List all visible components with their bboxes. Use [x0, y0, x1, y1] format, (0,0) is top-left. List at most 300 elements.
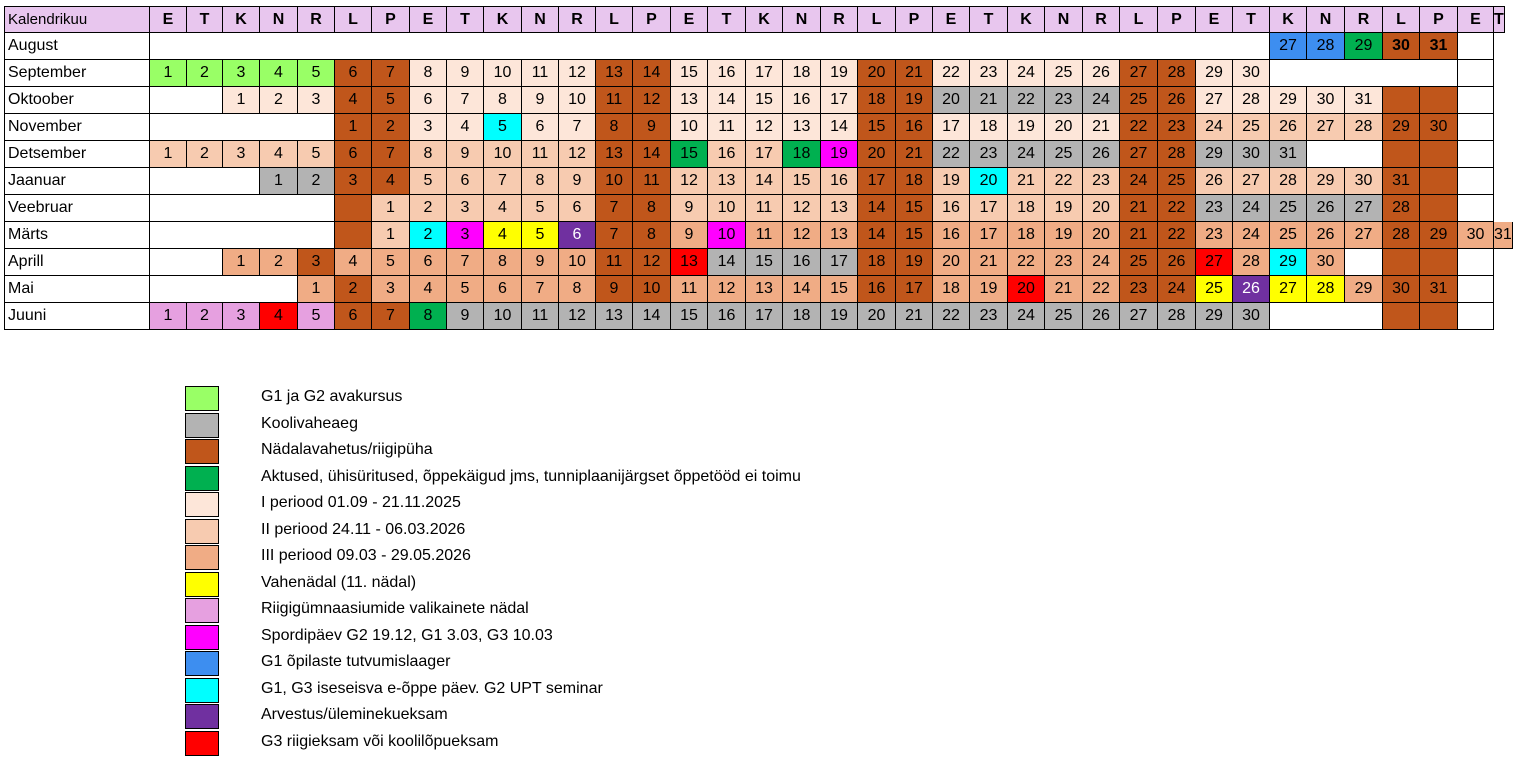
legend-label: I periood 01.09 - 21.11.2025	[261, 494, 461, 511]
day-cell: 5	[372, 249, 410, 276]
day-cell: 16	[933, 222, 970, 249]
day-cell: 8	[633, 195, 671, 222]
blank-lead	[150, 33, 1270, 60]
legend-item	[185, 439, 1085, 465]
day-cell: 27	[1270, 276, 1307, 303]
day-cell: 9	[671, 222, 708, 249]
weekday-12: L	[596, 6, 633, 33]
weekday-30: K	[1270, 6, 1307, 33]
day-cell: 7	[372, 303, 410, 330]
legend-label: G3 riigieksam või koolilõpueksam	[261, 732, 499, 750]
weekday-1: T	[187, 6, 223, 33]
day-cell: 8	[596, 114, 633, 141]
day-cell: 13	[671, 87, 708, 114]
day-cell: 18	[970, 114, 1008, 141]
day-cell: 30	[1233, 60, 1270, 87]
weekday-11: R	[559, 6, 596, 33]
legend-swatch	[185, 545, 219, 570]
day-cell: 23	[1196, 222, 1233, 249]
blank-lead	[150, 249, 223, 276]
day-cell: 17	[746, 303, 783, 330]
day-cell: 29	[1345, 276, 1383, 303]
weekday-34: P	[1420, 6, 1458, 33]
day-cell: 20	[1083, 195, 1120, 222]
day-cell: 17	[970, 222, 1008, 249]
legend-label: II periood 24.11 - 06.03.2026	[261, 520, 466, 538]
legend-item	[185, 704, 1085, 730]
day-cell: 23	[1158, 114, 1196, 141]
day-cell: 31	[1383, 168, 1420, 195]
day-cell: 19	[1045, 195, 1083, 222]
blank-end	[1458, 141, 1494, 168]
blank-tail	[1345, 249, 1383, 276]
day-cell: 16	[858, 276, 896, 303]
day-cell: 15	[746, 249, 783, 276]
weekend-cell	[1383, 303, 1420, 330]
day-cell: 14	[746, 168, 783, 195]
day-cell: 5	[410, 168, 447, 195]
day-cell: 26	[1270, 114, 1307, 141]
legend-label: Nädalavahetus/riigipüha	[261, 441, 433, 458]
day-cell: 27	[1120, 60, 1158, 87]
weekday-32: R	[1345, 6, 1383, 33]
day-cell: 27	[1345, 195, 1383, 222]
day-cell: 9	[447, 303, 484, 330]
day-cell: 13	[746, 276, 783, 303]
legend-swatch	[185, 678, 219, 703]
day-cell: 1	[223, 87, 260, 114]
day-cell: 21	[896, 60, 933, 87]
day-cell: 7	[522, 276, 559, 303]
day-cell: 23	[1045, 87, 1083, 114]
day-cell: 12	[633, 87, 671, 114]
day-cell: 22	[1083, 276, 1120, 303]
day-cell: 20	[858, 141, 896, 168]
day-cell: 16	[783, 249, 821, 276]
month-row-juuni	[4, 303, 1494, 330]
day-cell: 2	[187, 303, 223, 330]
day-cell: 3	[372, 276, 410, 303]
month-row-september	[4, 60, 1494, 87]
day-cell: 30	[1345, 168, 1383, 195]
weekday-36: T	[1494, 6, 1505, 33]
day-cell: 18	[1008, 195, 1045, 222]
day-cell: 1	[335, 114, 372, 141]
day-cell: 30	[1383, 33, 1420, 60]
weekday-3: N	[260, 6, 298, 33]
day-cell: 26	[1083, 141, 1120, 168]
weekend-cell	[335, 222, 372, 249]
day-cell: 6	[335, 60, 372, 87]
day-cell: 21	[896, 303, 933, 330]
blank-end	[1458, 195, 1494, 222]
day-cell: 10	[596, 168, 633, 195]
weekday-18: R	[821, 6, 858, 33]
day-cell: 27	[1307, 114, 1345, 141]
weekday-16: K	[746, 6, 783, 33]
header-label: Kalendrikuu	[4, 6, 150, 33]
day-cell: 29	[1196, 303, 1233, 330]
weekend-cell	[1383, 141, 1420, 168]
day-cell: 9	[596, 276, 633, 303]
month-row-aprill	[4, 249, 1494, 276]
day-cell: 25	[1233, 114, 1270, 141]
day-cell: 8	[410, 141, 447, 168]
blank-end	[1458, 249, 1494, 276]
day-cell: 23	[970, 303, 1008, 330]
day-cell: 6	[559, 222, 596, 249]
day-cell: 9	[522, 249, 559, 276]
weekend-cell	[1420, 303, 1458, 330]
day-cell: 1	[372, 195, 410, 222]
day-cell: 9	[447, 60, 484, 87]
legend-label: Riigigümnaasiumide valikainete nädal	[261, 600, 529, 617]
day-cell: 21	[970, 249, 1008, 276]
day-cell: 12	[708, 276, 746, 303]
day-cell: 10	[484, 303, 522, 330]
weekday-29: T	[1233, 6, 1270, 33]
day-cell: 31	[1420, 276, 1458, 303]
day-cell: 22	[933, 303, 970, 330]
month-label: August	[4, 33, 150, 60]
day-cell: 20	[1083, 222, 1120, 249]
day-cell: 25	[1158, 168, 1196, 195]
month-row-märts	[4, 222, 1512, 249]
day-cell: 14	[708, 87, 746, 114]
day-cell: 27	[1345, 222, 1383, 249]
legend-swatch	[185, 572, 219, 597]
day-cell: 15	[896, 195, 933, 222]
day-cell: 22	[1008, 249, 1045, 276]
day-cell: 17	[858, 168, 896, 195]
month-label: Oktoober	[4, 87, 150, 114]
day-cell: 14	[821, 114, 858, 141]
day-cell: 19	[933, 168, 970, 195]
blank-lead	[150, 222, 335, 249]
day-cell: 4	[484, 195, 522, 222]
day-cell: 14	[858, 222, 896, 249]
day-cell: 30	[1233, 141, 1270, 168]
weekday-13: P	[633, 6, 671, 33]
month-label: Jaanuar	[4, 168, 150, 195]
day-cell: 9	[633, 114, 671, 141]
weekday-10: N	[522, 6, 559, 33]
day-cell: 6	[410, 87, 447, 114]
day-cell: 29	[1196, 60, 1233, 87]
weekday-17: N	[783, 6, 821, 33]
day-cell: 23	[970, 141, 1008, 168]
day-cell: 26	[1083, 303, 1120, 330]
month-label: Detsember	[4, 141, 150, 168]
day-cell: 2	[298, 168, 335, 195]
day-cell: 30	[1458, 222, 1494, 249]
day-cell: 3	[335, 168, 372, 195]
day-cell: 4	[484, 222, 522, 249]
day-cell: 18	[783, 141, 821, 168]
day-cell: 5	[522, 222, 559, 249]
legend-label: Vahenädal (11. nädal)	[261, 573, 417, 591]
day-cell: 16	[821, 168, 858, 195]
month-row-november	[4, 114, 1494, 141]
blank-end	[1458, 60, 1494, 87]
weekday-6: P	[372, 6, 410, 33]
day-cell: 10	[559, 249, 596, 276]
day-cell: 1	[260, 168, 298, 195]
day-cell: 12	[633, 249, 671, 276]
legend-item	[185, 625, 1085, 651]
month-label: Märts	[4, 222, 150, 249]
day-cell: 4	[335, 249, 372, 276]
day-cell: 30	[1233, 303, 1270, 330]
weekday-0: E	[150, 6, 187, 33]
weekday-22: T	[970, 6, 1008, 33]
day-cell: 28	[1158, 60, 1196, 87]
day-cell: 11	[522, 141, 559, 168]
month-label: Mai	[4, 276, 150, 303]
day-cell: 20	[858, 303, 896, 330]
legend-swatch	[185, 731, 219, 756]
legend-swatch	[185, 519, 219, 544]
day-cell: 3	[447, 195, 484, 222]
day-cell: 23	[1083, 168, 1120, 195]
legend-item	[185, 492, 1085, 518]
month-row-detsember	[4, 141, 1494, 168]
day-cell: 28	[1307, 33, 1345, 60]
day-cell: 27	[1196, 87, 1233, 114]
day-cell: 1	[150, 141, 187, 168]
blank-tail	[1270, 60, 1458, 87]
weekday-26: L	[1120, 6, 1158, 33]
day-cell: 30	[1383, 276, 1420, 303]
legend-item	[185, 678, 1085, 704]
blank-lead	[150, 87, 223, 114]
day-cell: 2	[372, 114, 410, 141]
day-cell: 2	[260, 249, 298, 276]
day-cell: 24	[1120, 168, 1158, 195]
day-cell: 29	[1196, 141, 1233, 168]
day-cell: 19	[1045, 222, 1083, 249]
day-cell: 22	[1008, 87, 1045, 114]
day-cell: 25	[1120, 87, 1158, 114]
day-cell: 1	[372, 222, 410, 249]
day-cell: 29	[1307, 168, 1345, 195]
legend-item	[185, 386, 1085, 412]
day-cell: 1	[298, 276, 335, 303]
legend-item	[185, 572, 1085, 598]
day-cell: 13	[708, 168, 746, 195]
day-cell: 3	[223, 141, 260, 168]
day-cell: 11	[746, 195, 783, 222]
day-cell: 7	[484, 168, 522, 195]
weekday-35: E	[1458, 6, 1494, 33]
day-cell: 20	[1008, 276, 1045, 303]
day-cell: 12	[671, 168, 708, 195]
day-cell: 8	[410, 60, 447, 87]
legend-label: G1 ja G2 avakursus	[261, 388, 403, 405]
weekday-4: R	[298, 6, 335, 33]
weekday-21: E	[933, 6, 970, 33]
legend-swatch	[185, 386, 219, 411]
day-cell: 8	[522, 168, 559, 195]
legend-label: Arvestus/üleminekueksam	[261, 706, 448, 723]
day-cell: 27	[1196, 249, 1233, 276]
day-cell: 4	[447, 114, 484, 141]
day-cell: 3	[223, 303, 260, 330]
day-cell: 30	[1307, 249, 1345, 276]
day-cell: 19	[1008, 114, 1045, 141]
day-cell: 24	[1008, 303, 1045, 330]
weekend-cell	[1383, 87, 1420, 114]
blank-lead	[150, 276, 298, 303]
day-cell: 7	[372, 60, 410, 87]
day-cell: 17	[746, 141, 783, 168]
day-cell: 18	[896, 168, 933, 195]
day-cell: 17	[896, 276, 933, 303]
day-cell: 5	[447, 276, 484, 303]
day-cell: 24	[1233, 222, 1270, 249]
day-cell: 18	[858, 249, 896, 276]
day-cell: 11	[522, 303, 559, 330]
day-cell: 18	[783, 60, 821, 87]
legend-label: G1 õpilaste tutvumislaager	[261, 653, 451, 670]
day-cell: 20	[933, 87, 970, 114]
day-cell: 10	[708, 222, 746, 249]
day-cell: 25	[1045, 141, 1083, 168]
legend-label: III periood 09.03 - 29.05.2026	[261, 547, 471, 564]
day-cell: 28	[1270, 168, 1307, 195]
day-cell: 6	[484, 276, 522, 303]
day-cell: 23	[1045, 249, 1083, 276]
day-cell: 14	[858, 195, 896, 222]
day-cell: 7	[372, 141, 410, 168]
legend-swatch	[185, 625, 219, 650]
blank-tail	[1458, 114, 1494, 141]
legend-swatch	[185, 651, 219, 676]
month-label: Veebruar	[4, 195, 150, 222]
day-cell: 5	[298, 60, 335, 87]
day-cell: 27	[1270, 33, 1307, 60]
day-cell: 12	[559, 141, 596, 168]
day-cell: 22	[1045, 168, 1083, 195]
day-cell: 18	[783, 303, 821, 330]
legend-swatch	[185, 492, 219, 517]
day-cell: 24	[1083, 249, 1120, 276]
day-cell: 8	[484, 249, 522, 276]
day-cell: 31	[1494, 222, 1513, 249]
weekday-5: L	[335, 6, 372, 33]
day-cell: 24	[1008, 141, 1045, 168]
blank-tail	[1458, 276, 1494, 303]
day-cell: 9	[559, 168, 596, 195]
day-cell: 5	[522, 195, 559, 222]
blank-end	[1458, 303, 1494, 330]
day-cell: 16	[708, 60, 746, 87]
day-cell: 23	[1196, 195, 1233, 222]
day-cell: 12	[783, 195, 821, 222]
day-cell: 3	[447, 222, 484, 249]
day-cell: 31	[1420, 33, 1458, 60]
weekday-9: K	[484, 6, 522, 33]
day-cell: 2	[410, 195, 447, 222]
day-cell: 15	[671, 60, 708, 87]
day-cell: 7	[559, 114, 596, 141]
day-cell: 13	[783, 114, 821, 141]
day-cell: 25	[1045, 60, 1083, 87]
day-cell: 8	[484, 87, 522, 114]
legend-swatch	[185, 704, 219, 729]
day-cell: 15	[746, 87, 783, 114]
month-label: Aprill	[4, 249, 150, 276]
weekday-23: K	[1008, 6, 1045, 33]
month-label: September	[4, 60, 150, 87]
weekend-cell	[1420, 168, 1458, 195]
legend-label: Aktused, ühisüritused, õppekäigud jms, tunniplaanijärgset õppetööd ei toimu	[261, 467, 801, 485]
weekday-2: K	[223, 6, 260, 33]
weekend-cell	[1420, 87, 1458, 114]
blank-tail	[1270, 303, 1383, 330]
day-cell: 28	[1233, 249, 1270, 276]
day-cell: 22	[1120, 114, 1158, 141]
day-cell: 11	[522, 60, 559, 87]
day-cell: 21	[1008, 168, 1045, 195]
day-cell: 25	[1270, 195, 1307, 222]
day-cell: 26	[1233, 276, 1270, 303]
day-cell: 18	[1008, 222, 1045, 249]
blank-tail	[1458, 33, 1494, 60]
day-cell: 24	[1233, 195, 1270, 222]
day-cell: 20	[933, 249, 970, 276]
day-cell: 15	[671, 141, 708, 168]
blank-end	[1458, 87, 1494, 114]
legend-swatch	[185, 413, 219, 438]
weekday-31: N	[1307, 6, 1345, 33]
weekday-19: L	[858, 6, 896, 33]
day-cell: 22	[1158, 195, 1196, 222]
day-cell: 13	[821, 195, 858, 222]
day-cell: 20	[858, 60, 896, 87]
day-cell: 28	[1233, 87, 1270, 114]
day-cell: 21	[1083, 114, 1120, 141]
month-row-august	[4, 33, 1494, 60]
day-cell: 23	[1120, 276, 1158, 303]
day-cell: 4	[260, 141, 298, 168]
day-cell: 12	[559, 60, 596, 87]
day-cell: 19	[896, 87, 933, 114]
day-cell: 25	[1045, 303, 1083, 330]
blank-end	[1458, 168, 1494, 195]
day-cell: 20	[970, 168, 1008, 195]
day-cell: 11	[633, 168, 671, 195]
day-cell: 14	[708, 249, 746, 276]
day-cell: 16	[708, 303, 746, 330]
day-cell: 28	[1345, 114, 1383, 141]
legend-item	[185, 731, 1085, 757]
day-cell: 10	[559, 87, 596, 114]
legend-item	[185, 651, 1085, 677]
day-cell: 6	[559, 195, 596, 222]
day-cell: 10	[633, 276, 671, 303]
day-cell: 2	[260, 87, 298, 114]
day-cell: 16	[708, 141, 746, 168]
day-cell: 6	[522, 114, 559, 141]
legend-label: G1, G3 iseseisva e-õppe päev. G2 UPT seminar	[261, 679, 603, 697]
day-cell: 2	[335, 276, 372, 303]
weekday-7: E	[410, 6, 447, 33]
day-cell: 6	[410, 249, 447, 276]
day-cell: 29	[1420, 222, 1458, 249]
day-cell: 6	[335, 303, 372, 330]
day-cell: 13	[821, 222, 858, 249]
